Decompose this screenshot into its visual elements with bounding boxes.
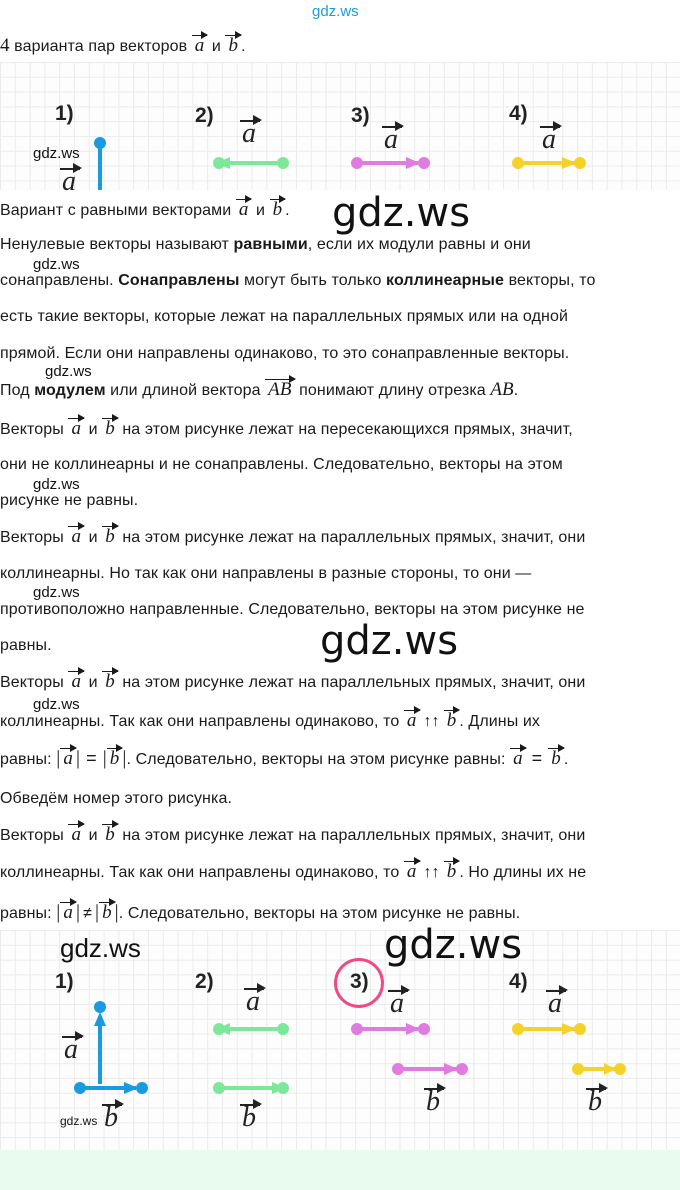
case3-line-4: Обведём номер этого рисунка.: [0, 790, 232, 807]
top-watermark: gdz.ws: [312, 3, 359, 20]
text: могут быть только: [239, 272, 387, 289]
answer-prefix: Вариант с равными векторами: [0, 202, 236, 219]
segment-ab: AB: [490, 379, 514, 400]
fig1-a-end: [94, 1001, 106, 1013]
watermark: gdz.ws: [33, 145, 80, 162]
text: равны:: [0, 905, 57, 922]
fig4-a-arrowhead: [562, 1023, 576, 1035]
figure-label-4: 4): [509, 102, 528, 125]
fig2-endpoint: [277, 157, 289, 169]
watermark-big: gdz.ws: [320, 618, 459, 664]
conj: и: [84, 827, 103, 844]
answer-line: [0, 200, 290, 221]
fig3-b-start: [392, 1063, 404, 1075]
fig3-a-start: [351, 1023, 363, 1035]
case2-line-1: [0, 527, 585, 548]
figure-label-3: 3): [351, 104, 370, 127]
task-line: [0, 36, 246, 57]
case1-line-3: рисунке не равны.: [0, 492, 139, 509]
text: Ненулевые векторы называют: [0, 236, 234, 253]
vector-b-label: b: [102, 419, 118, 439]
watermark: gdz.ws: [60, 933, 141, 963]
vector-a-label: a: [236, 200, 252, 220]
text: сонаправлены.: [0, 272, 119, 289]
case2-line-4: равны.: [0, 637, 52, 654]
text: Под: [0, 382, 35, 399]
fig1-b-label: b: [104, 1102, 118, 1133]
top-vectors-svg: [0, 62, 680, 190]
conj: и: [84, 529, 103, 546]
watermark: gdz.ws: [33, 476, 80, 493]
fig1-a-label: a: [62, 166, 76, 197]
case4-line-2: [0, 862, 586, 883]
footer-bar: [0, 1150, 680, 1190]
fig2-a-label: a: [242, 118, 256, 149]
term-codirected: Сонаправлены: [118, 272, 240, 289]
abs-bar: |: [56, 901, 61, 923]
text: или длиной вектора: [105, 382, 266, 399]
figure-label-1: 1): [55, 102, 74, 125]
vector-b-label: b: [444, 711, 460, 731]
text: Векторы: [0, 421, 69, 438]
case1-line-2: они не коллинеарны и не сонаправлены. Следовательно, векторы на этом: [0, 456, 563, 473]
fig4-a-label: a: [542, 124, 556, 155]
vector-b-label: b: [102, 672, 118, 692]
watermark: gdz.ws: [33, 256, 80, 273]
text: Векторы: [0, 827, 69, 844]
fig3-b-arrowhead: [444, 1063, 458, 1075]
vector-b-label: b: [107, 749, 123, 769]
codirected-symbol: ↑↑: [423, 713, 440, 730]
fig1-b-arrowhead: [124, 1082, 138, 1094]
top-figure: [0, 62, 680, 197]
vector-a-label: a: [68, 419, 84, 439]
fig4-a-label: a: [548, 988, 562, 1019]
case3-line-3: [0, 748, 568, 770]
task-count: 4: [0, 35, 10, 56]
fig3-b-label: b: [426, 1086, 440, 1117]
figure-label-3: 3): [350, 970, 369, 993]
fig2-b-start: [213, 1082, 225, 1094]
fig3-a-arrowhead: [406, 1023, 420, 1035]
text: . Следовательно, векторы на этом рисунке не равны.: [118, 905, 521, 922]
period: .: [285, 202, 290, 219]
theory-line-3: есть такие векторы, которые лежат на параллельных прямых или на одной: [0, 308, 568, 325]
fig1-vector-a-head: [94, 137, 106, 149]
conj: и: [84, 421, 103, 438]
case2-line-3: противоположно направленные. Следовательно, векторы на этом рисунке не: [0, 601, 585, 618]
bottom-figure: [0, 922, 680, 1150]
abs-bar: |: [102, 747, 107, 769]
figure-label-2: 2): [195, 970, 214, 993]
fig2-a-end: [277, 1023, 289, 1035]
vector-b-label: b: [99, 903, 115, 923]
text: . Длины их: [459, 713, 541, 730]
theory-line-1: [0, 235, 531, 255]
conj: и: [84, 674, 103, 691]
figure-label-1: 1): [55, 970, 74, 993]
text: на этом рисунке лежат на пересекающихся прямых, значит,: [117, 421, 573, 438]
term-equal: равными: [233, 236, 308, 253]
case4-line-3: [0, 902, 520, 924]
figure-label-2: 2): [195, 104, 214, 127]
fig2-a-label: a: [246, 986, 260, 1017]
abs-bar: |: [75, 901, 81, 923]
watermark: gdz.ws: [33, 696, 80, 713]
vector-b-label: b: [444, 862, 460, 882]
text: , если их модули равны и они: [307, 236, 531, 253]
fig3-a-label: a: [384, 124, 398, 155]
watermark: gdz.ws: [45, 363, 92, 380]
vector-a-label: a: [68, 825, 84, 845]
text: на этом рисунке лежат на параллельных прямых, значит, они: [117, 674, 586, 691]
vector-b-label: b: [270, 200, 286, 220]
vector-a-label: a: [192, 36, 208, 56]
text: векторы, то: [504, 272, 596, 289]
vector-b-label: b: [225, 36, 241, 56]
fig4-b-start: [572, 1063, 584, 1075]
fig2-startpoint: [213, 157, 225, 169]
vector-a-label: a: [404, 862, 420, 882]
theory-line-5: [0, 380, 518, 401]
vector-a-label: a: [68, 672, 84, 692]
case3-line-2: [0, 711, 540, 732]
text: равны:: [0, 751, 57, 768]
theory-line-4: прямой. Если они направлены одинаково, то это сонаправленные векторы.: [0, 345, 570, 362]
abs-bar: |: [56, 747, 61, 769]
vector-b-label: b: [548, 749, 564, 769]
text: на этом рисунке лежат на параллельных прямых, значит, они: [117, 529, 586, 546]
fig1-a-label: a: [64, 1034, 78, 1065]
text: . Но длины их не: [459, 864, 587, 881]
fig4-b-arrowhead: [604, 1063, 616, 1075]
bottom-vectors-svg: [0, 930, 680, 1150]
vector-a-label: a: [60, 749, 76, 769]
text: Векторы: [0, 529, 69, 546]
vector-b-label: b: [102, 527, 118, 547]
abs-bar: |: [114, 901, 119, 923]
theory-line-2: [0, 271, 595, 291]
text: коллинеарны. Так как они направлены одинаково, то: [0, 713, 404, 730]
codirected-symbol: ↑↑: [423, 864, 440, 881]
not-equal: ≠: [83, 905, 92, 922]
watermark: gdz.ws: [60, 1114, 98, 1128]
fig3-a-label: a: [390, 988, 404, 1019]
vector-a-label: a: [60, 903, 76, 923]
case2-line-2: коллинеарны. Но так как они направлены в разные стороны, то они —: [0, 565, 532, 582]
conj: и: [207, 38, 226, 55]
vector-a-label: a: [68, 527, 84, 547]
fig2-b-label: b: [242, 1102, 256, 1133]
vector-a-label: a: [510, 749, 526, 769]
fig1-b-start: [74, 1082, 86, 1094]
term-collinear: коллинеарные: [386, 272, 505, 289]
text: Векторы: [0, 674, 69, 691]
period: .: [513, 382, 519, 399]
case1-line-1: [0, 419, 573, 440]
abs-bar: |: [94, 901, 100, 923]
vector-a-label: a: [404, 711, 420, 731]
case3-line-1: [0, 672, 585, 693]
fig4-start: [512, 157, 524, 169]
text: на этом рисунке лежат на параллельных прямых, значит, они: [117, 827, 586, 844]
conj: и: [251, 202, 270, 219]
fig4-a-start: [512, 1023, 524, 1035]
fig1-a-arrowhead: [94, 1012, 106, 1026]
watermark-big: gdz.ws: [384, 922, 523, 968]
text: понимают длину отрезка: [294, 382, 491, 399]
period: .: [563, 751, 569, 768]
text: коллинеарны. Так как они направлены одинаково, то: [0, 864, 404, 881]
case4-line-1: [0, 825, 585, 846]
figure-label-4: 4): [509, 970, 528, 993]
equals: =: [86, 748, 97, 768]
term-module: модулем: [34, 382, 106, 399]
fig3-start: [351, 157, 363, 169]
fig3-arrowhead: [406, 157, 420, 169]
period: .: [241, 38, 246, 55]
abs-bar: |: [122, 747, 127, 769]
fig4-arrowhead: [562, 157, 576, 169]
task-text: варианта пар векторов: [9, 38, 192, 55]
vector-b-label: b: [102, 825, 118, 845]
text: . Следовательно, векторы на этом рисунке равны:: [126, 751, 511, 768]
watermark: gdz.ws: [33, 584, 80, 601]
vector-ab-label: AB: [265, 380, 294, 400]
equals: =: [531, 748, 543, 768]
fig4-b-label: b: [588, 1086, 602, 1117]
watermark-big: gdz.ws: [332, 190, 471, 236]
abs-bar: |: [75, 747, 81, 769]
